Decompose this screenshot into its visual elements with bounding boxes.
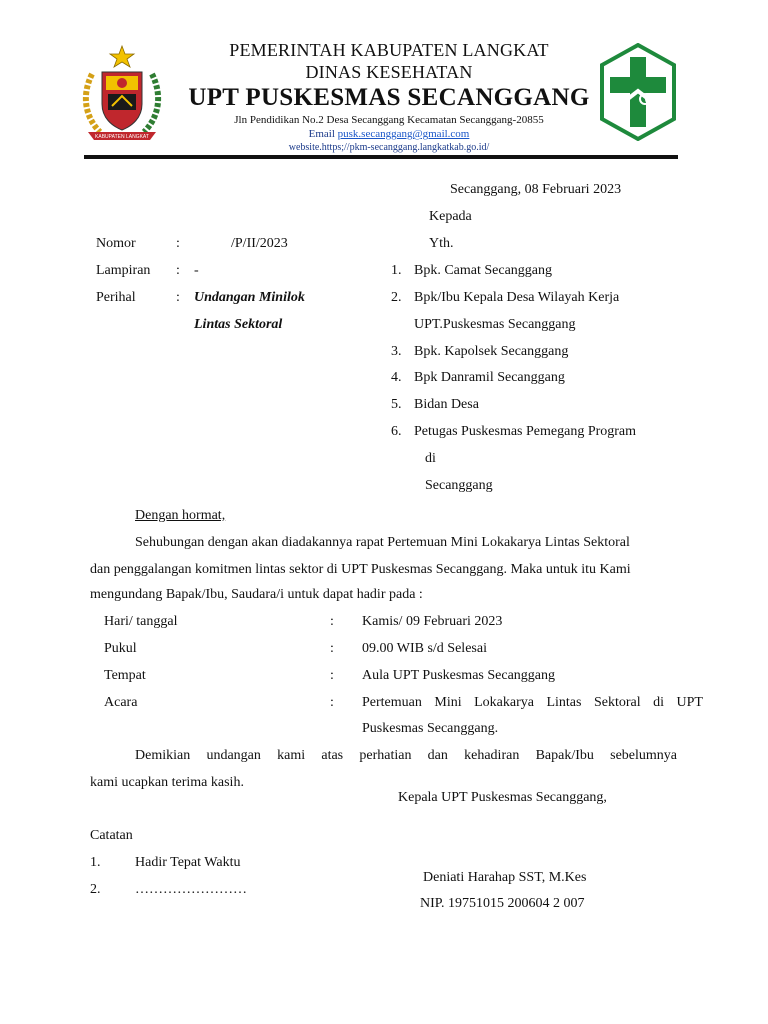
header-title: UPT PUSKESMAS SECANGGANG bbox=[188, 84, 590, 111]
recipient-text: Bpk/Ibu Kepala Desa Wilayah Kerja bbox=[414, 290, 620, 305]
header-line-2: DINAS KESEHATAN bbox=[305, 62, 473, 82]
note-num: 1. bbox=[90, 855, 101, 870]
email-label: Email bbox=[308, 128, 335, 140]
meta-value-perihal-2: Lintas Sektoral bbox=[194, 317, 283, 332]
meta-label: Nomor bbox=[96, 236, 136, 251]
detail-colon: : bbox=[330, 614, 334, 629]
recipient-num: 1. bbox=[391, 263, 402, 278]
place-date: Secanggang, 08 Februari 2023 bbox=[450, 182, 622, 197]
signer-title: Kepala UPT Puskesmas Secanggang, bbox=[398, 790, 607, 805]
recipient-text: Petugas Puskesmas Pemegang Program bbox=[414, 424, 637, 439]
detail-label: Pukul bbox=[104, 641, 137, 656]
seal-ribbon-text: KABUPATEN LANGKAT bbox=[95, 134, 149, 140]
header-line-1: PEMERINTAH KABUPATEN LANGKAT bbox=[229, 40, 549, 60]
meta-value-lampiran: - bbox=[194, 263, 199, 278]
paragraph-1-line-1: Sehubungan dengan akan diadakannya rapat Pertemuan Mini Lokakarya Lintas Sektoral bbox=[135, 535, 630, 550]
yth-label: Yth. bbox=[429, 236, 454, 251]
detail-value: Aula UPT Puskesmas Secanggang bbox=[362, 668, 555, 683]
recipient-text-2: UPT.Puskesmas Secanggang bbox=[414, 317, 576, 332]
header-address: Jln Pendidikan No.2 Desa Secanggang Kecamatan Secanggang-20855 bbox=[234, 114, 544, 126]
note-num: 2. bbox=[90, 882, 101, 897]
detail-label: Acara bbox=[104, 695, 138, 710]
recipient-text: Bpk. Kapolsek Secanggang bbox=[414, 344, 569, 359]
detail-label: Tempat bbox=[104, 668, 146, 683]
recipient-num: 5. bbox=[391, 397, 402, 412]
recipient-num: 6. bbox=[391, 424, 402, 439]
notes-title: Catatan bbox=[90, 828, 133, 843]
paragraph-1-line-3: mengundang Bapak/Ibu, Saudara/i untuk dapat hadir pada : bbox=[90, 587, 423, 602]
closing-line-1: Demikian undangan kami atas perhatian dan kehadiran Bapak/Ibu sebelumnya bbox=[135, 748, 677, 763]
meta-colon: : bbox=[176, 236, 180, 251]
meta-label: Lampiran bbox=[96, 263, 151, 278]
signer-name: Deniati Harahap SST, M.Kes bbox=[423, 870, 587, 885]
detail-value-2: Puskesmas Secanggang. bbox=[362, 721, 499, 736]
recipient-num: 3. bbox=[391, 344, 402, 359]
kepada-label: Kepada bbox=[429, 209, 472, 224]
detail-label: Hari/ tanggal bbox=[104, 614, 178, 629]
header-website[interactable]: website.https;//pkm-secanggang.langkatkab.go.id/ bbox=[288, 142, 490, 153]
detail-value: Kamis/ 09 Februari 2023 bbox=[362, 614, 503, 629]
header-divider-thick bbox=[84, 155, 678, 159]
detail-colon: : bbox=[330, 668, 334, 683]
detail-colon: : bbox=[330, 641, 334, 656]
meta-value-nomor: /P/II/2023 bbox=[231, 236, 288, 251]
recipient-text: Bpk Danramil Secanggang bbox=[414, 370, 565, 385]
meta-label: Perihal bbox=[96, 290, 136, 305]
kabupaten-langkat-seal-icon bbox=[78, 44, 166, 144]
di-place: Secanggang bbox=[425, 478, 493, 493]
signer-nip: NIP. 19751015 200604 2 007 bbox=[420, 896, 585, 911]
recipient-text: Bpk. Camat Secanggang bbox=[414, 263, 553, 278]
meta-colon: : bbox=[176, 263, 180, 278]
detail-colon: : bbox=[330, 695, 334, 710]
detail-value: Pertemuan Mini Lokakarya Lintas Sektoral di UPT bbox=[362, 695, 703, 710]
paragraph-1-line-2: dan penggalangan komitmen lintas sektor di UPT Puskesmas Secanggang. Maka untuk itu Kami bbox=[90, 562, 631, 577]
email-link[interactable]: pusk.secanggang@gmail.com bbox=[337, 128, 470, 140]
di-label: di bbox=[425, 451, 436, 466]
note-text: …………………… bbox=[135, 882, 247, 897]
detail-value: 09.00 WIB s/d Selesai bbox=[362, 641, 487, 656]
greeting: Dengan hormat, bbox=[135, 508, 226, 523]
recipient-num: 2. bbox=[391, 290, 402, 305]
puskesmas-logo-icon bbox=[598, 43, 678, 141]
recipient-num: 4. bbox=[391, 370, 402, 385]
recipient-text: Bidan Desa bbox=[414, 397, 479, 412]
closing-line-2: kami ucapkan terima kasih. bbox=[90, 775, 244, 790]
note-text: Hadir Tepat Waktu bbox=[135, 855, 241, 870]
meta-value-perihal: Undangan Minilok bbox=[194, 290, 305, 305]
meta-colon: : bbox=[176, 290, 180, 305]
header-email-line bbox=[168, 128, 610, 140]
